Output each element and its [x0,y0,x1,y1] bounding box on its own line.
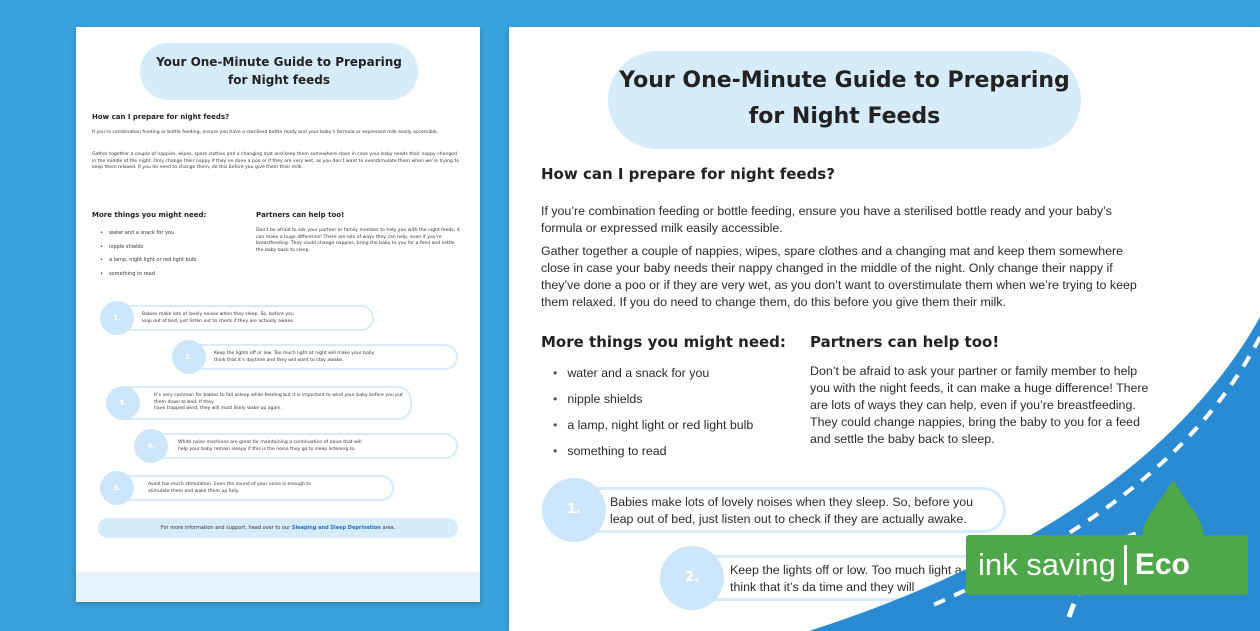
list-item: • a lamp, night light or red light bulb [553,412,753,438]
page-title: Your One-Minute Guide to Preparing for Night feeds [140,43,418,100]
section-heading: Partners can help too! [256,211,345,219]
eco-badge [966,535,1248,595]
step-card: 2. Keep the lights off or low. Too much light at night will make your baby think that it’s daytime and they will want to stay awake. [176,344,458,370]
section-heading: More things you might need: [92,211,207,219]
section-heading: Partners can help too! [810,333,1000,351]
paragraph: If you’re combination feeding or bottle feeding, ensure you have a sterilised bottle ready and your baby’s formula or expressed milk easily accessible. [92,130,439,135]
list-item: • something to read [100,268,196,282]
step-card: 4. White noise machines are great for maintaining a continuation of noise that will help your baby remain sleepy if this is the noise they go to sleep listening to. [140,433,458,459]
section-heading: How can I prepare for night feeds? [92,113,230,121]
page-footer-band [76,572,480,602]
paragraph: Don’t be afraid to ask your partner or family member to help you with the night feeds, it can make a huge difference! There are lots of ways they can help, even if you’re breastfeeding. They could change nappies, bring the baby to you for a feed and settle the baby back to sleep. [810,364,1149,446]
eco-divider [1124,545,1127,585]
step-number: 1. [100,301,134,335]
paragraph: Gather together a couple of nappies, wipes, spare clothes and a changing mat and keep them somewhere close in case your baby needs their nappy changed in the middle of the night. Only change their nappy if they’ve done a poo or if they are very wet, as you don’t want to overstimulate them when we’re trying to keep them relaxed. If you do need to change them, do this before you give them their milk. [541,244,1137,309]
step-card: 3. It’s very common for babies to fall asleep while feeding but it is important to wind your baby before you put them down to bed. If they have trapped wind, they will most likely wake up again. [112,386,412,420]
page-title: Your One-Minute Guide to Preparing for Night Feeds [608,51,1081,149]
step-card: 2. Keep the lights off or low. Too much light a think that it’s da time and they will [679,555,1159,601]
list-item: • water and a snack for you [100,227,196,241]
list-item: • something to read [553,438,753,464]
section-heading: How can I prepare for night feeds? [541,165,835,183]
list-item: • nipple shields [553,386,753,412]
eco-label: Eco [1134,548,1190,581]
page-thumbnail [76,27,480,602]
step-card: 5. Avoid too much stimulation. Even the sound of your voice is enough to stimulate them and wake them up fully. [106,475,394,501]
step-number: 1. [542,478,606,542]
eco-text: ink saving [978,547,1116,582]
section-heading: More things you might need: [541,333,786,351]
step-card: 1. Babies make lots of lovely noises when they sleep. So, before you leap out of bed, just listen out to check if they are actually awake. [106,305,374,331]
step-number: 4. [134,429,168,463]
paragraph: Don’t be afraid to ask your partner or family member to help you with the night feeds, it can make a huge difference! There are lots of ways they can help, even if you’re breastfeeding. They could change nappies, bring the baby to you for a feed and settle the baby back to sleep. [256,228,460,253]
paragraph: Gather together a couple of nappies, wipes, spare clothes and a changing mat and keep them somewhere close in case your baby needs their nappy changed in the middle of the night. Only change their nappy if they’ve done a poo or if they are very wet, as you don’t want to overstimulate them when we’re trying to keep them relaxed. If you do need to change them, do this before you give them their milk. [92,152,460,170]
step-number: 2. [172,340,206,374]
list-item: • nipple shields [100,241,196,255]
footer-link[interactable]: Sleeping and Sleep Deprivation [291,525,381,531]
step-card: 1. Babies make lots of lovely noises when they sleep. So, before you leap out of bed, just listen out to check if they are actually awake. [561,487,1006,533]
footer-note: For more information and support, head over to our Sleeping and Sleep Deprivation area. [98,518,458,538]
step-number: 2. [660,546,724,610]
list-item: • a lamp, night light or red light bulb [100,254,196,268]
step-number: 3. [106,386,140,420]
paragraph: If you’re combination feeding or bottle feeding, ensure you have a sterilised bottle ready and your baby’s formula or expressed milk easily accessible. [541,204,1112,235]
step-number: 5. [100,471,134,505]
list-item: • water and a snack for you [553,360,753,386]
list [100,227,196,281]
